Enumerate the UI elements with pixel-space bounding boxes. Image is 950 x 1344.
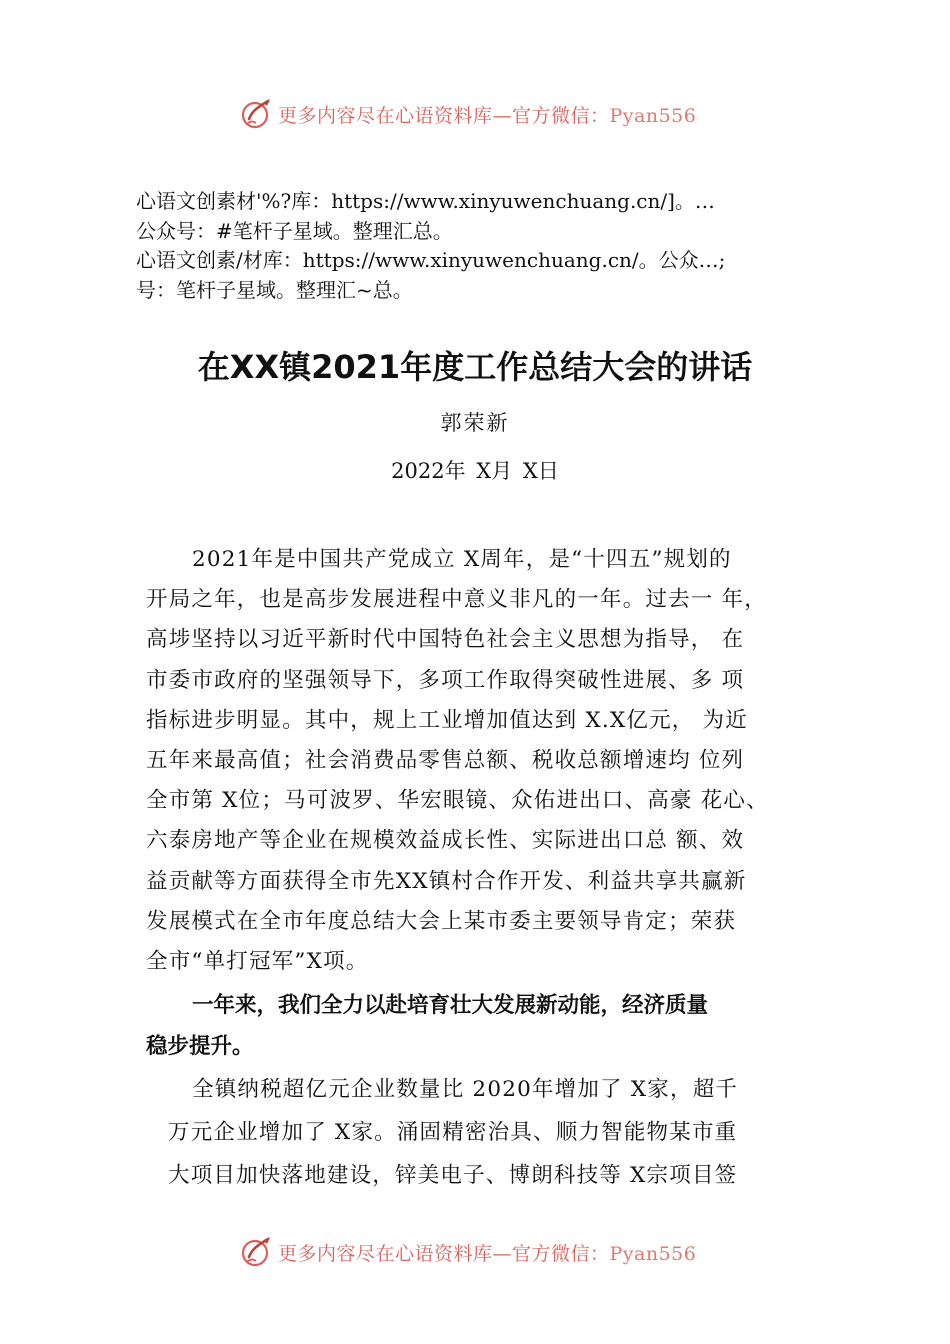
banner-wechat-id: Pyan556 <box>609 1242 697 1265</box>
paragraph-line: 高埗坚持以习近平新时代中国特色社会主义思想为指导， 在 <box>146 627 745 653</box>
source-line: 公众号：#笔杆子星域。整理汇总。 <box>136 218 453 243</box>
paragraph-line: 指标进步明显。其中，规上工业增加值达到 X.X亿元， 为近 <box>146 707 748 733</box>
document-title: 在XX镇2021年度工作总结大会的讲话 <box>197 348 753 386</box>
source-notes <box>136 187 866 305</box>
banner-wechat-id: Pyan556 <box>609 104 697 127</box>
bottom-banner-content <box>240 1232 696 1272</box>
paragraph-line: 发展模式在全市年度总结大会上某市委主要领导肯定；荣获 <box>146 908 737 934</box>
paragraph-line: 五年来最高值；社会消费品零售总额、税收总额增速均 位列 <box>146 748 745 774</box>
paragraph-line: 益贡献等方面获得全市先XX镇村合作开发、利益共享共赢新 <box>146 868 747 894</box>
top-banner <box>0 94 950 134</box>
paragraph-2 <box>168 1068 828 1197</box>
document-date: 2022年 X月 X日 <box>391 459 559 483</box>
source-line: 心语文创素/材库：https://www.xinyuwenchuang.cn/。公众…; <box>136 248 726 272</box>
banner-text <box>278 101 696 128</box>
source-line: 心语文创素材'%?库：https://www.xinyuwenchuang.cn/]。… <box>136 189 715 213</box>
paragraph-1 <box>146 540 834 982</box>
document-author: 郭荣新 <box>440 411 510 435</box>
top-banner-content <box>240 94 696 134</box>
paragraph-line: 市委市政府的坚强领导下，多项工作取得突破性进展、多 项 <box>146 667 745 693</box>
source-line: 号：笔杆子星域。整理汇~总。 <box>136 277 413 302</box>
paragraph-line: 六泰房地产等企业在规模效益成长性、实际进出口总 额、效 <box>146 828 745 854</box>
paragraph-line: 大项目加快落地建设，锌美电子、博朗科技等 X宗项目签 <box>168 1163 738 1188</box>
banner-text <box>278 1239 696 1266</box>
paragraph-line: 万元企业增加了 X家。涌固精密治具、顺力智能物某市重 <box>168 1120 738 1145</box>
paragraph-line: 2021年是中国共产党成立 X周年，是“十四五”规划的 <box>192 547 732 572</box>
heading-line: 一年来，我们全力以赴培育壮大发展新动能，经济质量 <box>192 993 709 1018</box>
section-heading <box>146 986 836 1067</box>
banner-main-text: 更多内容尽在心语资料库—官方微信： <box>278 1242 610 1265</box>
bottom-banner <box>0 1232 950 1272</box>
heading-line: 稳步提升。 <box>146 1033 254 1059</box>
pen-logo-icon <box>240 1235 274 1269</box>
paragraph-line: 全镇纳税超亿元企业数量比 2020年增加了 X家，超千 <box>192 1077 739 1102</box>
pen-logo-icon <box>240 97 274 131</box>
banner-main-text: 更多内容尽在心语资料库—官方微信： <box>278 104 610 127</box>
paragraph-line: 全市“单打冠军”X项。 <box>146 949 369 975</box>
paragraph-line: 开局之年，也是高步发展进程中意义非凡的一年。过去一 年， <box>146 587 767 613</box>
paragraph-line: 全市第 X位；马可波罗、华宏眼镜、众佑进出口、高豪 花心、 <box>146 788 769 814</box>
